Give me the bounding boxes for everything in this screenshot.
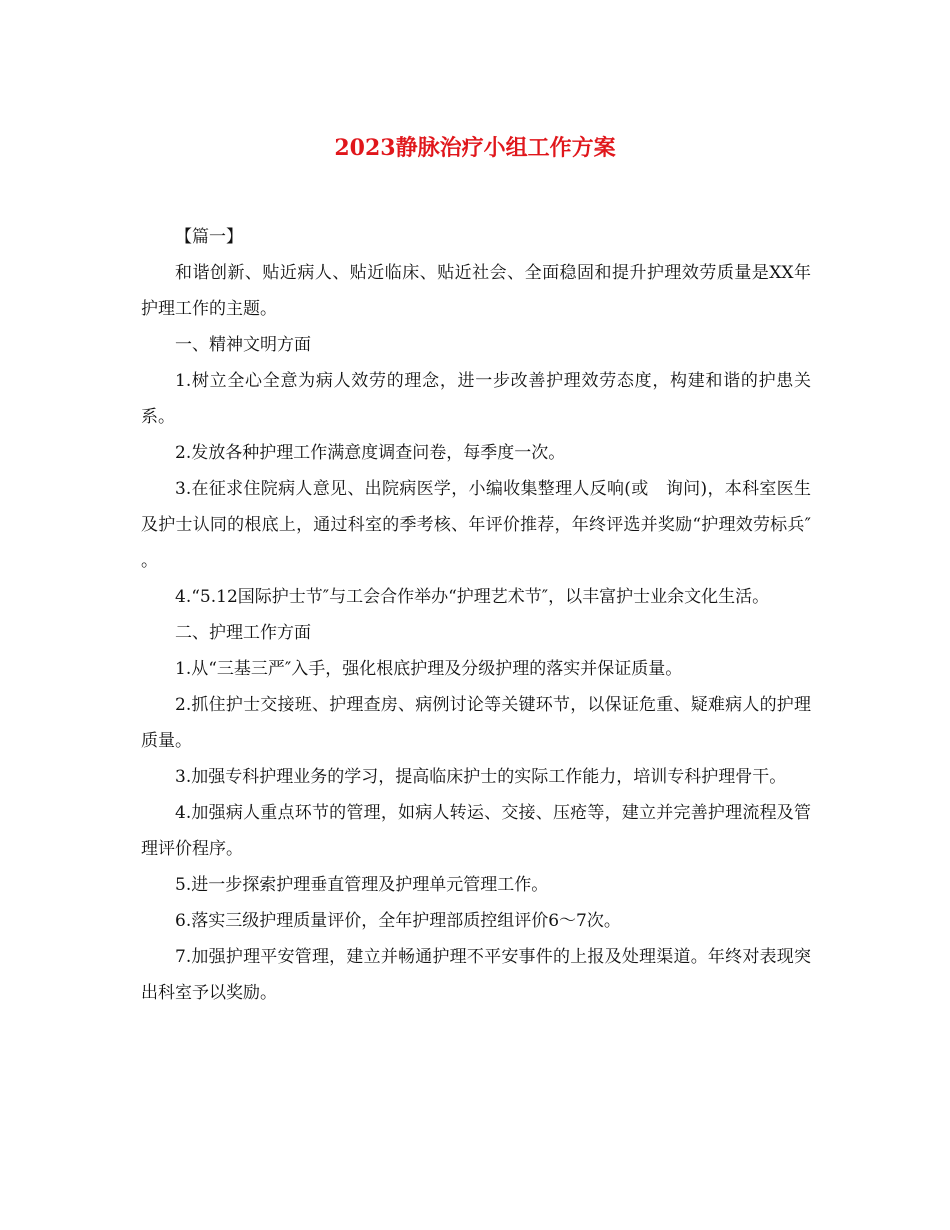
paragraph-item: 6.落实三级护理质量评价，全年护理部质控组评价6～7次。 (175, 911, 621, 931)
paragraph-item: 4.“5.12国际护士节″与工会合作举办“护理艺术节″，以丰富护士业余文化生活。 (175, 587, 770, 607)
paragraph-item: 2.抓住护士交接班、护理查房、病例讨论等关键环节，以保证危重、疑难病人的护理质量。 (141, 695, 811, 751)
section-label: 【篇一】 (175, 227, 243, 247)
paragraph-item: 3.加强专科护理业务的学习，提高临床护士的实际工作能力，培训专科护理骨干。 (175, 767, 787, 787)
paragraph-item: 3.在征求住院病人意见、出院病医学，小编收集整理人反响(或 询问)，本科室医生及护士认同的根底上，通过科室的季考核、年评价推荐，年终评选并奖励“护理效劳标兵″ 。 (141, 479, 828, 571)
paragraph-item: 1.从“三基三严″入手，强化根底护理及分级护理的落实并保证质量。 (175, 659, 683, 679)
paragraph-item: 1.树立全心全意为病人效劳的理念，进一步改善护理效劳态度，构建和谐的护患关系。 (141, 371, 811, 427)
paragraph-item: 2.发放各种护理工作满意度调查问卷，每季度一次。 (175, 443, 566, 463)
heading-nursing-work: 二、护理工作方面 (175, 623, 311, 643)
paragraph-item: 5.进一步探索护理垂直管理及护理单元管理工作。 (175, 875, 549, 895)
paragraph-item: 7.加强护理平安管理，建立并畅通护理不平安事件的上报及处理渠道。年终对表现突出科室予以奖励。 (141, 947, 811, 1003)
paragraph-item: 4.加强病人重点环节的管理，如病人转运、交接、压疮等，建立并完善护理流程及管理评价程序。 (141, 803, 811, 859)
document-title: 2023静脉治疗小组工作方案 (334, 135, 616, 161)
document-body (141, 219, 828, 1011)
heading-spiritual-civilization: 一、精神文明方面 (175, 335, 311, 355)
paragraph-intro: 和谐创新、贴近病人、贴近临床、贴近社会、全面稳固和提升护理效劳质量是XX年护理工作的主题。 (141, 263, 811, 319)
